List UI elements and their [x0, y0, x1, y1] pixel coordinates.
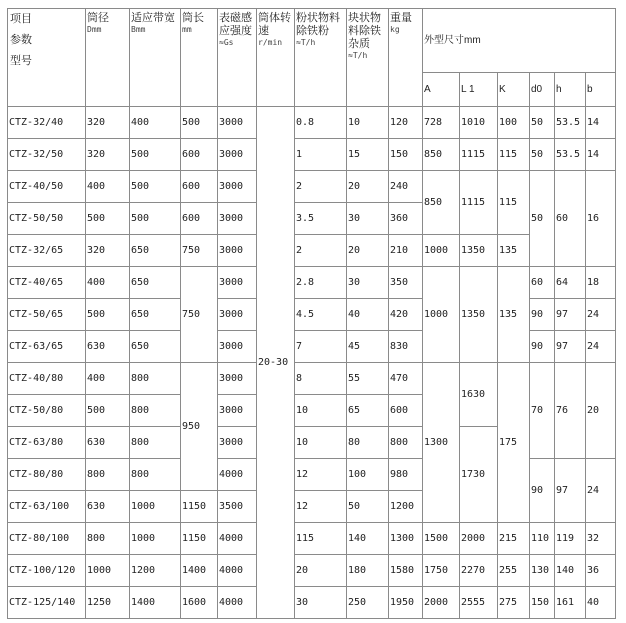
cell-a: 1500: [423, 523, 460, 555]
cell-belt: 1200: [130, 555, 181, 587]
table-row: [8, 139, 616, 171]
header-dim-h: h: [555, 73, 586, 107]
cell-length: 1400: [181, 555, 218, 587]
cell-h: 161: [555, 587, 586, 619]
cell-lump: 80: [347, 427, 389, 459]
cell-lump: 10: [347, 107, 389, 139]
cell-model: CTZ-80/80: [8, 459, 86, 491]
cell-lump: 50: [347, 491, 389, 523]
cell-h: 97: [555, 331, 586, 363]
cell-b: 14: [586, 107, 616, 139]
cell-k: 115: [498, 171, 530, 235]
cell-lump: 140: [347, 523, 389, 555]
cell-model: CTZ-50/65: [8, 299, 86, 331]
cell-b: 24: [586, 459, 616, 523]
cell-model: CTZ-40/50: [8, 171, 86, 203]
cell-model: CTZ-63/100: [8, 491, 86, 523]
cell-k: 175: [498, 363, 530, 523]
cell-d0: 90: [530, 331, 555, 363]
cell-h: 76: [555, 363, 586, 459]
cell-powder: 2.8: [295, 267, 347, 299]
cell-h: 53.5: [555, 107, 586, 139]
cell-diameter: 500: [86, 395, 130, 427]
cell-diameter: 630: [86, 491, 130, 523]
cell-field: 4000: [218, 523, 257, 555]
cell-diameter: 800: [86, 523, 130, 555]
cell-model: CTZ-100/120: [8, 555, 86, 587]
cell-lump: 55: [347, 363, 389, 395]
cell-diameter: 320: [86, 107, 130, 139]
cell-length: 1150: [181, 523, 218, 555]
cell-l1: 1010: [460, 107, 498, 139]
cell-weight: 1300: [389, 523, 423, 555]
cell-field: 3000: [218, 395, 257, 427]
cell-weight: 210: [389, 235, 423, 267]
header-dim-k: K: [498, 73, 530, 107]
cell-weight: 360: [389, 203, 423, 235]
cell-b: 40: [586, 587, 616, 619]
table-row: [8, 267, 616, 299]
cell-l1: 2270: [460, 555, 498, 587]
cell-a: 1000: [423, 267, 460, 363]
cell-powder: 12: [295, 491, 347, 523]
header-weight: [389, 9, 423, 107]
cell-belt: 650: [130, 235, 181, 267]
table-row: [8, 363, 616, 395]
cell-d0: 90: [530, 299, 555, 331]
cell-weight: 800: [389, 427, 423, 459]
header-lump-label: 块状物料除铁杂质: [348, 12, 381, 50]
cell-powder: 8: [295, 363, 347, 395]
cell-b: 20: [586, 363, 616, 459]
cell-field: 3000: [218, 171, 257, 203]
cell-belt: 1000: [130, 491, 181, 523]
cell-l1: 1350: [460, 235, 498, 267]
cell-b: 14: [586, 139, 616, 171]
cell-model: CTZ-80/100: [8, 523, 86, 555]
cell-b: 18: [586, 267, 616, 299]
cell-a: 1000: [423, 235, 460, 267]
cell-length: 600: [181, 139, 218, 171]
cell-a: 1750: [423, 555, 460, 587]
cell-weight: 350: [389, 267, 423, 299]
cell-weight: 1200: [389, 491, 423, 523]
cell-lump: 180: [347, 555, 389, 587]
cell-belt: 650: [130, 331, 181, 363]
cell-b: 36: [586, 555, 616, 587]
spec-table: [7, 8, 616, 619]
cell-lump: 30: [347, 203, 389, 235]
cell-d0: 90: [530, 459, 555, 523]
cell-length: 750: [181, 235, 218, 267]
header-dim-d0: d0: [530, 73, 555, 107]
cell-belt: 1400: [130, 587, 181, 619]
cell-lump: 65: [347, 395, 389, 427]
cell-model: CTZ-32/65: [8, 235, 86, 267]
header-dimensions: 外型尺寸mm: [423, 9, 616, 73]
header-belt-unit: Bmm: [131, 25, 146, 34]
cell-weight: 830: [389, 331, 423, 363]
table-row: [8, 587, 616, 619]
cell-length: 600: [181, 203, 218, 235]
cell-model: CTZ-63/80: [8, 427, 86, 459]
cell-diameter: 400: [86, 363, 130, 395]
cell-weight: 980: [389, 459, 423, 491]
cell-weight: 600: [389, 395, 423, 427]
cell-l1: 1115: [460, 139, 498, 171]
cell-lump: 100: [347, 459, 389, 491]
cell-belt: 500: [130, 171, 181, 203]
cell-diameter: 1250: [86, 587, 130, 619]
cell-d0: 130: [530, 555, 555, 587]
cell-lump: 30: [347, 267, 389, 299]
cell-weight: 1950: [389, 587, 423, 619]
cell-l1: 1730: [460, 427, 498, 523]
cell-weight: 120: [389, 107, 423, 139]
cell-b: 16: [586, 171, 616, 267]
cell-powder: 10: [295, 395, 347, 427]
cell-h: 60: [555, 171, 586, 267]
header-lump-unit: ≈T/h: [348, 51, 368, 60]
cell-lump: 40: [347, 299, 389, 331]
cell-d0: 50: [530, 171, 555, 267]
cell-diameter: 630: [86, 427, 130, 459]
cell-powder: 3.5: [295, 203, 347, 235]
table-row: [8, 523, 616, 555]
cell-belt: 650: [130, 299, 181, 331]
cell-model: CTZ-50/50: [8, 203, 86, 235]
header-diameter-label: 筒径: [87, 12, 109, 24]
cell-field: 3000: [218, 363, 257, 395]
header-powder-label: 粉状物料除铁粉: [296, 12, 340, 37]
cell-l1: 2000: [460, 523, 498, 555]
cell-model: CTZ-40/80: [8, 363, 86, 395]
cell-k: 115: [498, 139, 530, 171]
cell-length: 1600: [181, 587, 218, 619]
cell-powder: 10: [295, 427, 347, 459]
cell-field: 3000: [218, 299, 257, 331]
header-diameter: [86, 9, 130, 107]
cell-d0: 50: [530, 139, 555, 171]
cell-belt: 500: [130, 203, 181, 235]
cell-diameter: 400: [86, 171, 130, 203]
cell-powder: 115: [295, 523, 347, 555]
cell-length: 600: [181, 171, 218, 203]
cell-belt: 1000: [130, 523, 181, 555]
cell-field: 3000: [218, 331, 257, 363]
cell-k: 275: [498, 587, 530, 619]
header-speed-unit: r/min: [258, 38, 283, 47]
header-length-unit: mm: [182, 25, 192, 34]
cell-a: 850: [423, 139, 460, 171]
cell-powder: 2: [295, 235, 347, 267]
cell-field: 4000: [218, 587, 257, 619]
cell-powder: 0.8: [295, 107, 347, 139]
table-row: [8, 107, 616, 139]
cell-a: 1300: [423, 363, 460, 523]
cell-weight: 240: [389, 171, 423, 203]
cell-h: 140: [555, 555, 586, 587]
cell-weight: 150: [389, 139, 423, 171]
cell-k: 215: [498, 523, 530, 555]
cell-belt: 400: [130, 107, 181, 139]
cell-model: CTZ-50/80: [8, 395, 86, 427]
cell-d0: 60: [530, 267, 555, 299]
cell-model: CTZ-32/50: [8, 139, 86, 171]
cell-b: 32: [586, 523, 616, 555]
cell-lump: 20: [347, 171, 389, 203]
header-dim-b: b: [586, 73, 616, 107]
cell-diameter: 500: [86, 299, 130, 331]
cell-k: 100: [498, 107, 530, 139]
header-speed: [257, 9, 295, 107]
cell-powder: 12: [295, 459, 347, 491]
header-weight-label: 重量: [390, 12, 412, 24]
cell-speed: 20-30: [257, 107, 295, 619]
cell-weight: 420: [389, 299, 423, 331]
cell-belt: 800: [130, 395, 181, 427]
cell-weight: 1580: [389, 555, 423, 587]
header-corner-item: 项目: [10, 13, 32, 25]
cell-weight: 470: [389, 363, 423, 395]
cell-belt: 650: [130, 267, 181, 299]
cell-field: 3000: [218, 267, 257, 299]
cell-length: 500: [181, 107, 218, 139]
cell-a: 2000: [423, 587, 460, 619]
header-weight-unit: kg: [390, 25, 400, 34]
header-corner-model: 型号: [10, 55, 32, 67]
cell-powder: 4.5: [295, 299, 347, 331]
cell-powder: 30: [295, 587, 347, 619]
cell-diameter: 1000: [86, 555, 130, 587]
header-powder-unit: ≈T/h: [296, 38, 316, 47]
header-corner-param: 参数: [10, 34, 32, 46]
table-row: [8, 555, 616, 587]
header-speed-label: 筒体转速: [258, 12, 291, 37]
cell-diameter: 320: [86, 235, 130, 267]
cell-belt: 800: [130, 363, 181, 395]
cell-h: 53.5: [555, 139, 586, 171]
cell-field: 3000: [218, 427, 257, 459]
cell-model: CTZ-125/140: [8, 587, 86, 619]
cell-powder: 1: [295, 139, 347, 171]
cell-diameter: 320: [86, 139, 130, 171]
cell-k: 255: [498, 555, 530, 587]
cell-diameter: 500: [86, 203, 130, 235]
cell-a: 850: [423, 171, 460, 235]
cell-model: CTZ-32/40: [8, 107, 86, 139]
header-powder: [295, 9, 347, 107]
cell-length: 950: [181, 363, 218, 491]
header-lump: [347, 9, 389, 107]
table-row: [8, 171, 616, 203]
cell-powder: 2: [295, 171, 347, 203]
cell-h: 119: [555, 523, 586, 555]
cell-belt: 800: [130, 459, 181, 491]
cell-b: 24: [586, 299, 616, 331]
cell-k: 135: [498, 267, 530, 363]
cell-a: 728: [423, 107, 460, 139]
header-belt-label: 适应带宽: [131, 12, 175, 24]
cell-l1: 1350: [460, 267, 498, 363]
cell-l1: 1115: [460, 171, 498, 235]
cell-field: 4000: [218, 555, 257, 587]
cell-field: 3000: [218, 139, 257, 171]
cell-lump: 20: [347, 235, 389, 267]
cell-field: 3000: [218, 203, 257, 235]
header-diameter-unit: Dmm: [87, 25, 102, 34]
cell-model: CTZ-40/65: [8, 267, 86, 299]
cell-l1: 2555: [460, 587, 498, 619]
cell-lump: 250: [347, 587, 389, 619]
cell-d0: 110: [530, 523, 555, 555]
cell-diameter: 400: [86, 267, 130, 299]
cell-d0: 150: [530, 587, 555, 619]
cell-h: 64: [555, 267, 586, 299]
cell-model: CTZ-63/65: [8, 331, 86, 363]
header-belt: [130, 9, 181, 107]
header-dim-l1: L 1: [460, 73, 498, 107]
cell-field: 3000: [218, 107, 257, 139]
cell-length: 750: [181, 267, 218, 363]
cell-belt: 500: [130, 139, 181, 171]
cell-powder: 20: [295, 555, 347, 587]
cell-k: 135: [498, 235, 530, 267]
cell-b: 24: [586, 331, 616, 363]
cell-lump: 45: [347, 331, 389, 363]
cell-l1: 1630: [460, 363, 498, 427]
header-field-label: 表磁感应强度: [219, 12, 252, 37]
cell-belt: 800: [130, 427, 181, 459]
header-field-unit: ≈Gs: [219, 38, 234, 47]
header-field: [218, 9, 257, 107]
cell-field: 4000: [218, 459, 257, 491]
cell-field: 3500: [218, 491, 257, 523]
cell-h: 97: [555, 299, 586, 331]
cell-h: 97: [555, 459, 586, 523]
header-corner: [8, 9, 86, 107]
cell-diameter: 800: [86, 459, 130, 491]
cell-d0: 50: [530, 107, 555, 139]
header-length: [181, 9, 218, 107]
cell-length: 1150: [181, 491, 218, 523]
cell-powder: 7: [295, 331, 347, 363]
cell-field: 3000: [218, 235, 257, 267]
cell-d0: 70: [530, 363, 555, 459]
header-dim-a: A: [423, 73, 460, 107]
cell-diameter: 630: [86, 331, 130, 363]
header-length-label: 筒长: [182, 12, 204, 24]
table-row: [8, 235, 616, 267]
cell-lump: 15: [347, 139, 389, 171]
